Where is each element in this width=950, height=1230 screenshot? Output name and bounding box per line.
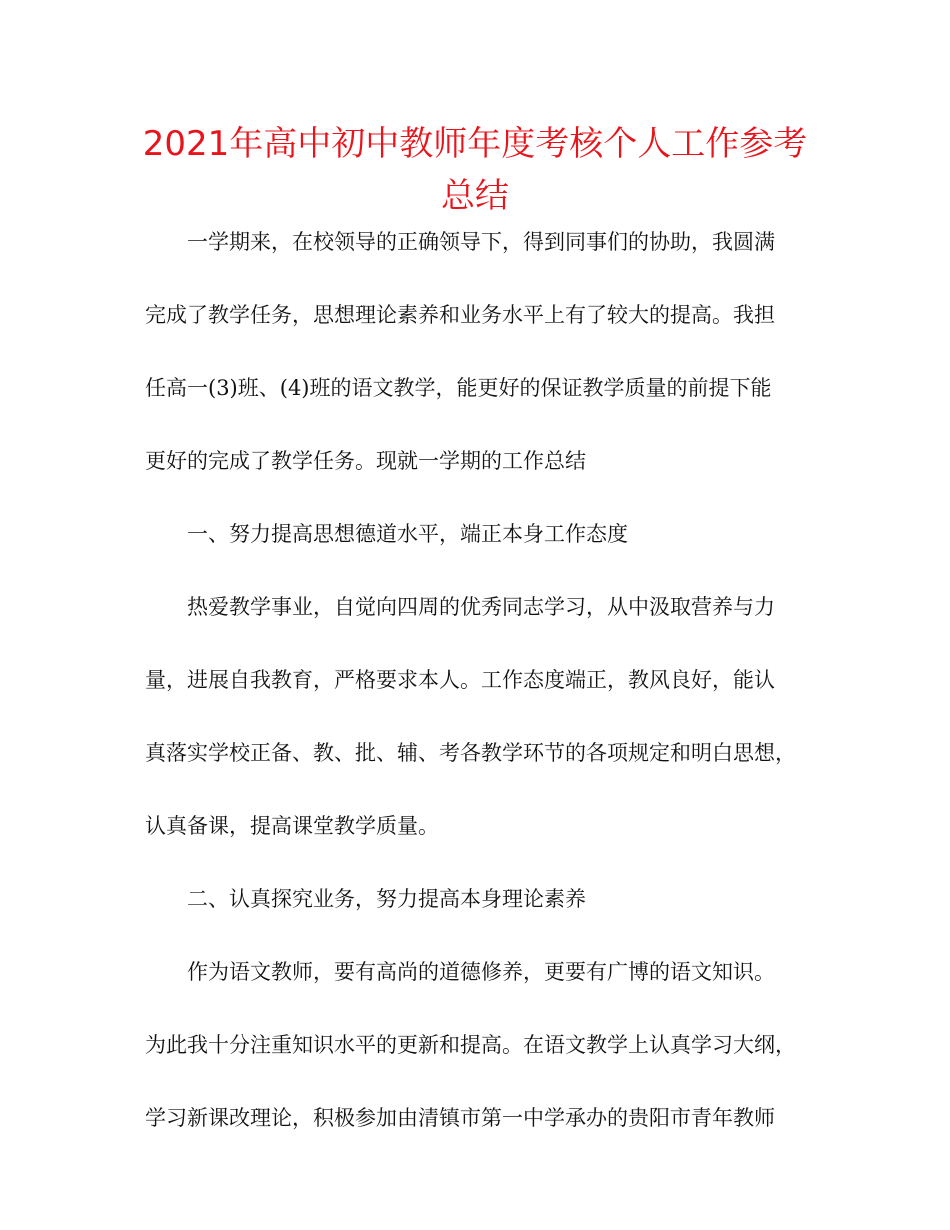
paragraph-line: 为此我十分注重知识水平的更新和提高。在语文教学上认真学习大纲， xyxy=(145,1033,796,1057)
paragraph-line: 学习新课改理论，积极参加由清镇市第一中学承办的贵阳市青年教师 xyxy=(145,1106,775,1130)
paragraph-line: 量，进展自我教育，严格要求本人。工作态度端正，教风良好，能认 xyxy=(145,668,775,692)
paragraph-line: 完成了教学任务，思想理论素养和业务水平上有了较大的提高。我担 xyxy=(145,303,775,327)
paragraph-line: 真落实学校正备、教、批、辅、考各教学环节的各项规定和明白思想， xyxy=(145,741,796,765)
paragraph-line: 认真备课，提高课堂教学质量。 xyxy=(145,814,439,838)
paragraph-line: 更好的完成了教学任务。现就一学期的工作总结 xyxy=(145,449,586,473)
paragraph-line: 作为语文教师，要有高尚的道德修养，更要有广博的语文知识。 xyxy=(187,960,775,984)
paragraph-line: 热爱教学事业，自觉向四周的优秀同志学习，从中汲取营养与力 xyxy=(187,595,775,619)
section-heading: 一、努力提高思想德道水平，端正本身工作态度 xyxy=(187,522,628,546)
paragraph-line: 一学期来，在校领导的正确领导下，得到同事们的协助，我圆满 xyxy=(187,230,775,254)
document-body xyxy=(145,222,810,1139)
document-title: 2021年高中初中教师年度考核个人工作参考总结 xyxy=(142,124,808,216)
paragraph-line: 任高一(3)班、(4)班的语文教学，能更好的保证教学质量的前提下能 xyxy=(145,376,772,400)
section-heading: 二、认真探究业务，努力提高本身理论素养 xyxy=(187,887,586,911)
